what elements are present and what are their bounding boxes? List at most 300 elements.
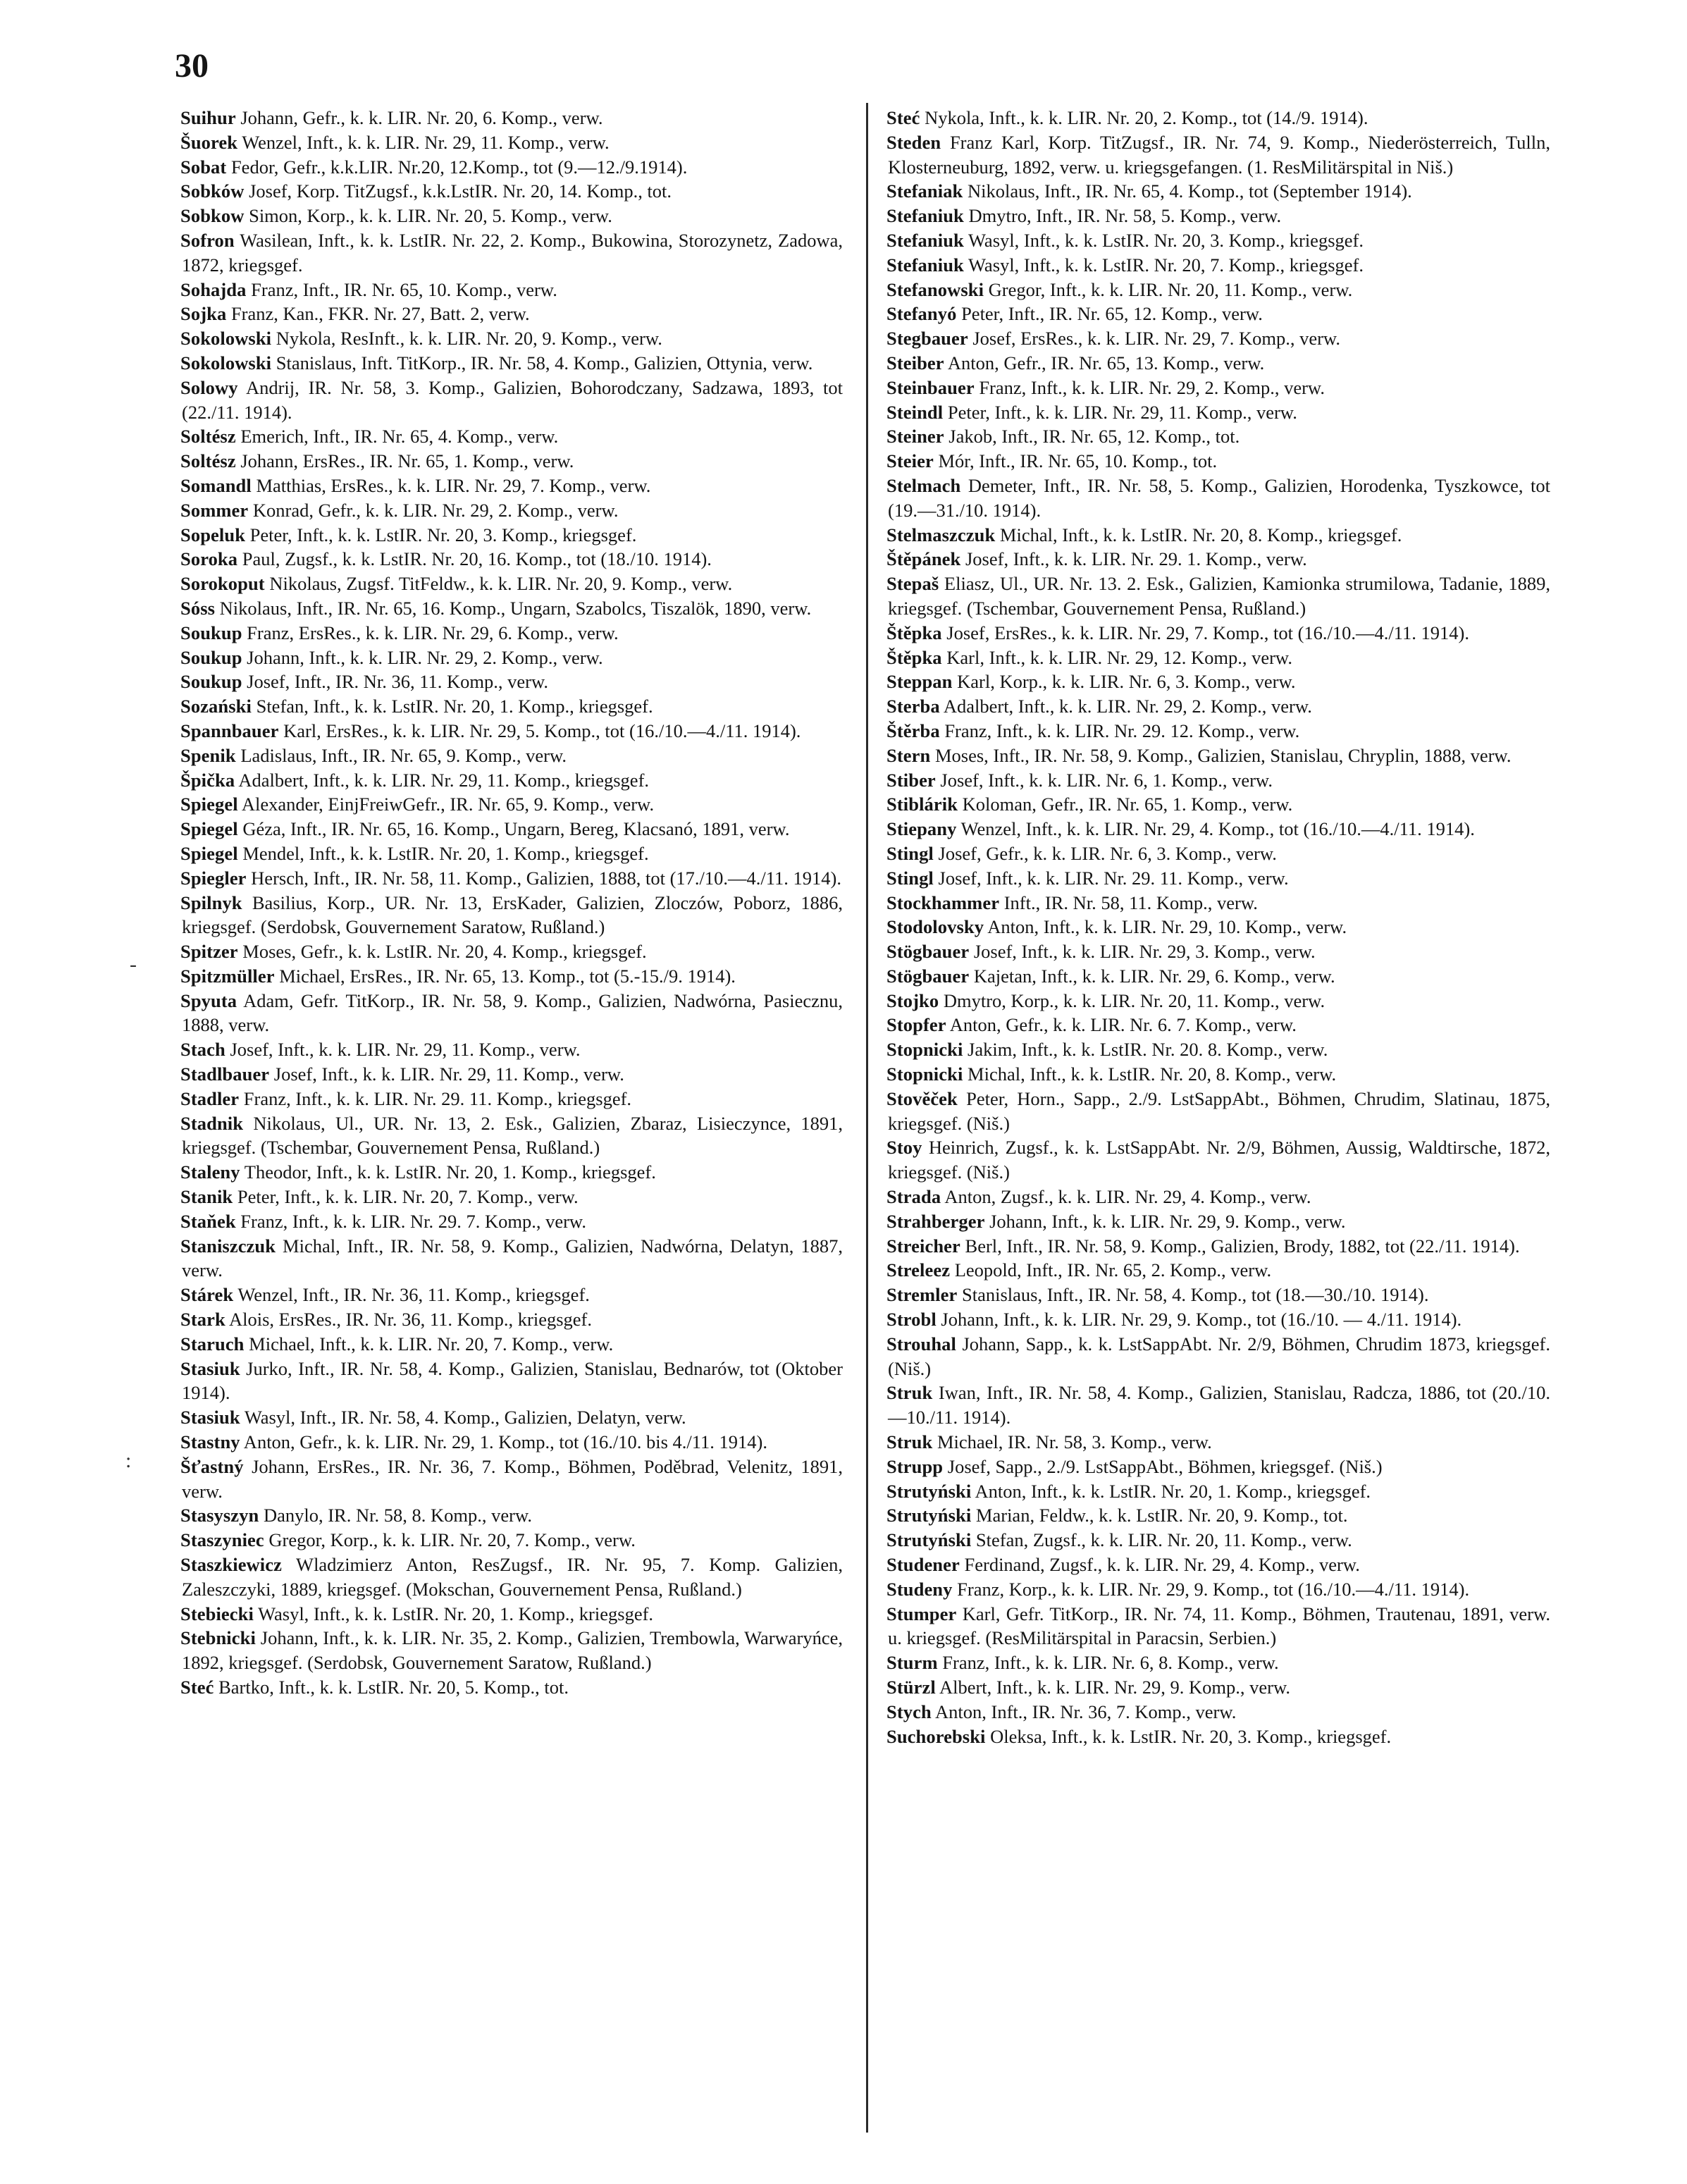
- entry-details: Josef, Inft., k. k. LIR. Nr. 6, 1. Komp., verw.: [935, 769, 1273, 791]
- entry-surname: Staleny: [180, 1161, 240, 1183]
- margin-mark: -: [130, 953, 137, 976]
- casualty-entry: [888, 1013, 1550, 1037]
- entry-surname: Streleez: [886, 1259, 951, 1281]
- entry-details: Peter, Inft., k. k. LIR. Nr. 29, 11. Komp., verw.: [943, 401, 1297, 423]
- entry-details: Peter, Inft., IR. Nr. 65, 12. Komp., verw.: [956, 303, 1263, 325]
- entry-details: Alexander, EinjFreiwGefr., IR. Nr. 65, 9. Komp., verw.: [237, 794, 655, 815]
- entry-details: Johann, Inft., k. k. LIR. Nr. 29, 9. Komp., tot (16./10. — 4./11. 1914).: [936, 1309, 1462, 1331]
- casualty-entry: [888, 891, 1550, 915]
- casualty-entry: [888, 964, 1550, 989]
- entry-surname: Spyuta: [180, 989, 237, 1011]
- casualty-entry: [182, 646, 843, 670]
- entry-details: Michal, Inft., k. k. LstIR. Nr. 20, 8. Komp., kriegsgef.: [995, 524, 1402, 545]
- casualty-entry: [888, 1528, 1550, 1553]
- entry-details: Anton, Inft., k. k. LstIR. Nr. 20, 1. Komp., kriegsgef.: [971, 1480, 1371, 1502]
- casualty-entry: [182, 1602, 843, 1627]
- entry-surname: Stegbauer: [886, 328, 968, 350]
- casualty-entry: [888, 841, 1550, 866]
- entry-details: Nikolaus, Inft., IR. Nr. 65, 4. Komp., tot (September 1914).: [963, 180, 1412, 202]
- entry-surname: Steiber: [886, 352, 944, 374]
- entry-details: Johann, ErsRes., IR. Nr. 36, 7. Komp., Böhmen, Poděbrad, Velenitz, 1891, verw.: [182, 1455, 843, 1502]
- entry-surname: Stiber: [886, 769, 936, 791]
- entry-details: Mór, Inft., IR. Nr. 65, 10. Komp., tot.: [933, 450, 1218, 472]
- casualty-entry: [888, 1602, 1550, 1651]
- casualty-entry: [888, 939, 1550, 964]
- casualty-entry: [182, 1357, 843, 1406]
- entry-surname: Sohajda: [180, 278, 247, 300]
- entry-details: Anton, Inft., k. k. LIR. Nr. 29, 10. Komp., verw.: [984, 916, 1347, 938]
- entry-details: Wenzel, Inft., k. k. LIR. Nr. 29, 4. Komp., tot (16./10.—4./11. 1914).: [956, 818, 1475, 840]
- entry-details: Wenzel, Inft., k. k. LIR. Nr. 29, 11. Komp., verw.: [237, 131, 610, 153]
- entry-details: Nykola, Inft., k. k. LIR. Nr. 20, 2. Komp., tot (14./9. 1914).: [920, 107, 1368, 128]
- casualty-entry: [888, 646, 1550, 670]
- entry-surname: Stumper: [886, 1603, 957, 1624]
- entry-surname: Strutyński: [886, 1480, 972, 1502]
- entry-surname: Struk: [886, 1382, 933, 1404]
- casualty-entry: [182, 841, 843, 866]
- entry-details: Michael, IR. Nr. 58, 3. Komp., verw.: [932, 1431, 1212, 1453]
- casualty-entry: [888, 1307, 1550, 1332]
- entry-details: Wasyl, Inft., k. k. LstIR. Nr. 20, 7. Komp., kriegsgef.: [963, 254, 1364, 276]
- entry-details: Adam, Gefr. TitKorp., IR. Nr. 58, 9. Komp., Galizien, Nadwórna, Pasiecznu, 1888, verw.: [182, 989, 843, 1036]
- entry-details: Géza, Inft., IR. Nr. 65, 16. Komp., Ungarn, Bereg, Klacsanó, 1891, verw.: [237, 818, 790, 840]
- entry-details: Josef, Inft., k. k. LIR. Nr. 29, 3. Komp., verw.: [969, 941, 1316, 963]
- entry-details: Michal, Inft., IR. Nr. 58, 9. Komp., Galizien, Nadwórna, Delatyn, 1887, verw.: [182, 1235, 843, 1281]
- casualty-entry: [888, 228, 1550, 253]
- entry-surname: Spitzmüller: [180, 965, 275, 987]
- entry-details: Stefan, Zugsf., k. k. LIR. Nr. 20, 11. Komp., verw.: [971, 1529, 1352, 1551]
- entry-details: Moses, Inft., IR. Nr. 58, 9. Komp., Galizien, Stanislau, Chryplin, 1888, verw.: [930, 744, 1512, 766]
- casualty-entry: [888, 1037, 1550, 1062]
- entry-details: Simon, Korp., k. k. LIR. Nr. 20, 5. Komp., verw.: [244, 205, 612, 227]
- casualty-entry: [888, 572, 1550, 621]
- entry-details: Josef, ErsRes., k. k. LIR. Nr. 29, 7. Komp., tot (16./10.—4./11. 1914).: [941, 622, 1469, 643]
- entry-details: Danylo, IR. Nr. 58, 8. Komp., verw.: [259, 1505, 532, 1526]
- entry-surname: Stefanowski: [886, 278, 984, 300]
- casualty-entry: [888, 376, 1550, 400]
- entry-surname: Stefanyó: [886, 303, 957, 325]
- casualty-entry: [182, 376, 843, 425]
- casualty-entry: [182, 498, 843, 523]
- entry-details: Wasilean, Inft., k. k. LstIR. Nr. 22, 2. Komp., Bukowina, Storozynetz, Zadowa, 1872, kriegsgef.: [182, 229, 843, 276]
- entry-surname: Staňek: [180, 1210, 236, 1232]
- entry-surname: Stingl: [886, 867, 934, 889]
- casualty-entry: [888, 547, 1550, 572]
- casualty-entry: [888, 1062, 1550, 1087]
- entry-surname: Spannbauer: [180, 720, 279, 741]
- casualty-entry: [182, 694, 843, 719]
- entry-surname: Solowy: [180, 376, 238, 398]
- entry-surname: Stadnik: [180, 1112, 244, 1134]
- entry-details: Demeter, Inft., IR. Nr. 58, 5. Komp., Galizien, Horodenka, Tyszkowce, tot (19.—31./10. 1914).: [888, 474, 1550, 521]
- entry-details: Anton, Gefr., k. k. LIR. Nr. 6. 7. Komp., verw.: [946, 1014, 1297, 1036]
- entry-surname: Steć: [886, 107, 920, 128]
- entry-details: Franz, Korp., k. k. LIR. Nr. 29, 9. Komp., tot (16./10.—4./11. 1914).: [952, 1578, 1470, 1600]
- entry-surname: Stopfer: [886, 1014, 946, 1036]
- casualty-entry: [182, 1553, 843, 1602]
- casualty-entry: [888, 744, 1550, 768]
- entry-details: Josef, Gefr., k. k. LIR. Nr. 6, 3. Komp., verw.: [933, 842, 1277, 864]
- casualty-entry: [888, 400, 1550, 425]
- casualty-entry: [888, 817, 1550, 841]
- casualty-entry: [182, 278, 843, 302]
- entry-surname: Stögbauer: [886, 941, 970, 963]
- casualty-entry: [888, 1651, 1550, 1675]
- casualty-entry: [182, 1185, 843, 1209]
- entry-details: Berl, Inft., IR. Nr. 58, 9. Komp., Galizien, Brody, 1882, tot (22./11. 1914).: [960, 1235, 1520, 1257]
- entry-surname: Soukup: [180, 622, 242, 643]
- entry-details: Franz, ErsRes., k. k. LIR. Nr. 29, 6. Komp., verw.: [242, 622, 619, 643]
- casualty-entry: [888, 1209, 1550, 1234]
- casualty-entry: [182, 326, 843, 351]
- casualty-entry: [888, 792, 1550, 817]
- entry-surname: Steindl: [886, 401, 944, 423]
- casualty-entry: [182, 1160, 843, 1185]
- entry-surname: Stebnicki: [180, 1627, 256, 1649]
- casualty-entry: [182, 1062, 843, 1087]
- casualty-entry: [182, 1307, 843, 1332]
- casualty-entry: [182, 1209, 843, 1234]
- casualty-entry: [182, 1283, 843, 1307]
- entry-details: Nykola, ResInft., k. k. LIR. Nr. 20, 9. Komp., verw.: [271, 328, 662, 350]
- casualty-entry: [182, 1332, 843, 1357]
- entry-details: Karl, Inft., k. k. LIR. Nr. 29, 12. Komp., verw.: [941, 646, 1292, 668]
- casualty-entry: [888, 523, 1550, 548]
- entry-details: Basilius, Korp., UR. Nr. 13, ErsKader, Galizien, Zloczów, Poborz, 1886, kriegsgef. (Serdobsk, Gouvernement Saratow, Rußland.): [182, 892, 843, 938]
- casualty-entry: [888, 204, 1550, 228]
- casualty-entry: [182, 1037, 843, 1062]
- entry-details: Wenzel, Inft., IR. Nr. 36, 11. Komp., kriegsgef.: [233, 1284, 590, 1306]
- entry-details: Franz, Inft., IR. Nr. 65, 10. Komp., verw.: [246, 278, 557, 300]
- entry-surname: Stebiecki: [180, 1603, 254, 1624]
- entry-details: Josef, ErsRes., k. k. LIR. Nr. 29, 7. Komp., verw.: [968, 328, 1340, 350]
- entry-details: Andrij, IR. Nr. 58, 3. Komp., Galizien, Bohorodczany, Sadzawa, 1893, tot (22./11. 1914).: [182, 376, 843, 423]
- casualty-entry: [182, 1234, 843, 1283]
- entry-surname: Staszyniec: [180, 1529, 264, 1551]
- right-column: [888, 106, 1550, 1748]
- casualty-entry: [182, 449, 843, 474]
- casualty-entry: [888, 351, 1550, 376]
- casualty-entry: [888, 1283, 1550, 1307]
- casualty-entry: [888, 1725, 1550, 1749]
- casualty-entry: [182, 1675, 843, 1700]
- entry-details: Emerich, Inft., IR. Nr. 65, 4. Komp., verw.: [235, 426, 559, 448]
- entry-details: Oleksa, Inft., k. k. LstIR. Nr. 20, 3. Komp., kriegsgef.: [985, 1725, 1392, 1747]
- casualty-entry: [888, 302, 1550, 326]
- entry-surname: Steier: [886, 450, 934, 472]
- entry-details: Theodor, Inft., k. k. LstIR. Nr. 20, 1. Komp., kriegsgef.: [240, 1161, 656, 1183]
- entry-surname: Soltész: [180, 426, 236, 448]
- entry-details: Alois, ErsRes., IR. Nr. 36, 11. Komp., kriegsgef.: [225, 1309, 592, 1331]
- entry-surname: Spenik: [180, 744, 236, 766]
- entry-details: Ladislaus, Inft., IR. Nr. 65, 9. Komp., verw.: [235, 744, 567, 766]
- entry-surname: Sommer: [180, 499, 249, 521]
- entry-details: Michael, Inft., k. k. LIR. Nr. 20, 7. Komp., verw.: [244, 1333, 614, 1355]
- casualty-entry: [182, 670, 843, 694]
- casualty-entry: [182, 351, 843, 376]
- casualty-entry: [888, 1675, 1550, 1700]
- entry-details: Peter, Horn., Sapp., 2./9. LstSappAbt., Böhmen, Chrudim, Slatinau, 1875, kriegsgef. (Niš.): [888, 1087, 1550, 1134]
- entry-details: Matthias, ErsRes., k. k. LIR. Nr. 29, 7. Komp., verw.: [251, 474, 651, 496]
- entry-surname: Streicher: [886, 1235, 960, 1257]
- casualty-entry: [888, 1479, 1550, 1504]
- entry-details: Leopold, Inft., IR. Nr. 65, 2. Komp., verw.: [950, 1259, 1272, 1281]
- casualty-entry: [182, 768, 843, 793]
- entry-details: Paul, Zugsf., k. k. LstIR. Nr. 20, 16. Komp., tot (18./10. 1914).: [237, 548, 712, 570]
- entry-surname: Sokolowski: [180, 352, 272, 374]
- casualty-entry: [888, 1234, 1550, 1259]
- casualty-entry: [888, 719, 1550, 744]
- entry-surname: Sozański: [180, 696, 252, 717]
- entry-surname: Stadlbauer: [180, 1063, 270, 1085]
- entry-surname: Sobków: [180, 180, 245, 202]
- entry-surname: Stern: [886, 744, 931, 766]
- casualty-entry: [888, 474, 1550, 523]
- entry-surname: Stodolovsky: [886, 916, 984, 938]
- entry-surname: Stasiuk: [180, 1407, 240, 1429]
- entry-surname: Suchorebski: [886, 1725, 986, 1747]
- casualty-entry: [888, 1553, 1550, 1577]
- entry-surname: Stastny: [180, 1431, 240, 1453]
- casualty-entry: [182, 621, 843, 646]
- entry-details: Josef, Inft., IR. Nr. 36, 11. Komp., verw.: [242, 671, 549, 693]
- left-column: [182, 106, 843, 1700]
- entry-surname: Stremler: [886, 1284, 958, 1306]
- casualty-entry: [182, 179, 843, 204]
- entry-details: Iwan, Inft., IR. Nr. 58, 4. Komp., Galizien, Stanislau, Radcza, 1886, tot (20./10.—10./11. 1914).: [888, 1382, 1550, 1429]
- casualty-entry: [888, 424, 1550, 449]
- entry-details: Johann, Gefr., k. k. LIR. Nr. 20, 6. Komp., verw.: [235, 107, 603, 128]
- entry-details: Wasyl, Inft., IR. Nr. 58, 4. Komp., Galizien, Delatyn, verw.: [240, 1407, 686, 1429]
- entry-surname: Stopnicki: [886, 1039, 963, 1061]
- entry-details: Karl, Gefr. TitKorp., IR. Nr. 74, 11. Komp., Böhmen, Trautenau, 1891, verw. u. kriegsgef. (ResMilitärspital in Paracsin, Serbien.): [888, 1603, 1550, 1649]
- entry-surname: Sterba: [886, 696, 940, 717]
- entry-surname: Sopeluk: [180, 524, 246, 545]
- entry-details: Josef, Sapp., 2./9. LstSappAbt., Böhmen, kriegsgef. (Niš.): [943, 1455, 1383, 1477]
- casualty-entry: [182, 1528, 843, 1553]
- entry-details: Jurko, Inft., IR. Nr. 58, 4. Komp., Galizien, Stanislau, Bednarów, tot (Oktober 1914).: [182, 1357, 843, 1404]
- entry-surname: Štěpka: [886, 646, 942, 668]
- entry-surname: Spiegel: [180, 818, 238, 840]
- entry-details: Franz, Inft., k. k. LIR. Nr. 29, 2. Komp., verw.: [974, 376, 1325, 398]
- entry-surname: Stefaniak: [886, 180, 963, 202]
- casualty-entry: [888, 130, 1550, 180]
- casualty-entry: [182, 572, 843, 596]
- entry-details: Stanislaus, Inft. TitKorp., IR. Nr. 58, 4. Komp., Galizien, Ottynia, verw.: [271, 352, 813, 374]
- entry-details: Johann, Inft., k. k. LIR. Nr. 29, 9. Komp., verw.: [984, 1210, 1346, 1232]
- entry-details: Karl, ErsRes., k. k. LIR. Nr. 29, 5. Komp., tot (16./10.—4./11. 1914).: [278, 720, 801, 741]
- entry-details: Marian, Feldw., k. k. LstIR. Nr. 20, 9. Komp., tot.: [971, 1505, 1348, 1526]
- entry-surname: Sobkow: [180, 205, 245, 227]
- entry-surname: Šuorek: [180, 131, 238, 153]
- entry-details: Franz, Inft., k. k. LIR. Nr. 6, 8. Komp., verw.: [937, 1652, 1279, 1674]
- entry-surname: Steppan: [886, 671, 953, 693]
- entry-surname: Strupp: [886, 1455, 944, 1477]
- entry-details: Wasyl, Inft., k. k. LstIR. Nr. 20, 3. Komp., kriegsgef.: [963, 229, 1364, 251]
- entry-surname: Štěpánek: [886, 548, 961, 570]
- entry-details: Fedor, Gefr., k.k.LIR. Nr.20, 12.Komp., tot (9.—12./9.1914).: [226, 156, 688, 178]
- casualty-entry: [888, 1455, 1550, 1479]
- entry-surname: Somandl: [180, 474, 252, 496]
- casualty-entry: [182, 1111, 843, 1161]
- entry-details: Bartko, Inft., k. k. LstIR. Nr. 20, 5. Komp., tot.: [214, 1677, 569, 1698]
- entry-surname: Sorokoput: [180, 573, 265, 595]
- casualty-entry: [888, 1087, 1550, 1136]
- entry-surname: Soukup: [180, 671, 242, 693]
- casualty-entry: [182, 424, 843, 449]
- entry-surname: Stych: [886, 1701, 932, 1722]
- casualty-entry: [182, 1503, 843, 1528]
- entry-surname: Stadler: [180, 1087, 240, 1109]
- entry-surname: Šťastný: [180, 1455, 244, 1477]
- casualty-entry: [888, 1258, 1550, 1283]
- entry-details: Michal, Inft., k. k. LstIR. Nr. 20, 8. Komp., verw.: [963, 1063, 1337, 1085]
- casualty-entry: [888, 915, 1550, 939]
- entry-surname: Stasyszyn: [180, 1505, 259, 1526]
- entry-surname: Stingl: [886, 842, 934, 864]
- casualty-entry: [182, 106, 843, 130]
- entry-details: Franz, Inft., k. k. LIR. Nr. 29. 12. Komp., verw.: [939, 720, 1300, 741]
- entry-details: Josef, Inft., k. k. LIR. Nr. 29. 1. Komp., verw.: [960, 548, 1307, 570]
- entry-surname: Stasiuk: [180, 1357, 240, 1379]
- entry-details: Dmytro, Inft., IR. Nr. 58, 5. Komp., verw.: [963, 205, 1282, 227]
- entry-details: Dmytro, Korp., k. k. LIR. Nr. 20, 11. Komp., verw.: [939, 989, 1326, 1011]
- entry-surname: Staruch: [180, 1333, 245, 1355]
- entry-details: Nikolaus, Ul., UR. Nr. 13, 2. Esk., Galizien, Zbaraz, Lisieczynce, 1891, kriegsgef. (Tschembar, Gouvernement Pensa, Rußland.): [182, 1112, 843, 1159]
- casualty-entry: [182, 130, 843, 155]
- casualty-entry: [182, 474, 843, 498]
- entry-details: Nikolaus, Inft., IR. Nr. 65, 16. Komp., Ungarn, Szabolcs, Tiszalök, 1890, verw.: [215, 597, 812, 619]
- entry-details: Wasyl, Inft., k. k. LstIR. Nr. 20, 1. Komp., kriegsgef.: [253, 1603, 654, 1624]
- entry-surname: Strutyński: [886, 1529, 972, 1551]
- entry-details: Josef, Korp. TitZugsf., k.k.LstIR. Nr. 20, 14. Komp., tot.: [244, 180, 672, 202]
- entry-surname: Struk: [886, 1431, 933, 1453]
- entry-details: Heinrich, Zugsf., k. k. LstSappAbt. Nr. 2/9, Böhmen, Aussig, Waldtirsche, 1872, kriegsgef. (Niš.): [888, 1137, 1550, 1183]
- entry-surname: Sofron: [180, 229, 235, 251]
- entry-details: Koloman, Gefr., IR. Nr. 65, 1. Komp., verw.: [958, 794, 1293, 815]
- casualty-entry: [182, 547, 843, 572]
- casualty-entry: [182, 1626, 843, 1675]
- entry-details: Mendel, Inft., k. k. LstIR. Nr. 20, 1. Komp., kriegsgef.: [237, 842, 649, 864]
- entry-surname: Stockhammer: [886, 892, 1000, 913]
- entry-details: Karl, Korp., k. k. LIR. Nr. 6, 3. Komp., verw.: [952, 671, 1296, 693]
- casualty-entry: [888, 768, 1550, 793]
- casualty-entry: [182, 1430, 843, 1455]
- entry-details: Gregor, Korp., k. k. LIR. Nr. 20, 7. Komp., verw.: [264, 1529, 636, 1551]
- entry-surname: Stoy: [886, 1137, 922, 1159]
- casualty-entry: [182, 204, 843, 228]
- entry-surname: Stach: [180, 1039, 225, 1061]
- entry-surname: Stepaš: [886, 573, 939, 595]
- casualty-entry: [182, 792, 843, 817]
- entry-surname: Stanik: [180, 1186, 233, 1208]
- entry-surname: Špička: [180, 769, 235, 791]
- entry-details: Adalbert, Inft., k. k. LIR. Nr. 29, 11. Komp., kriegsgef.: [235, 769, 650, 791]
- entry-details: Jakob, Inft., IR. Nr. 65, 12. Komp., tot.: [944, 426, 1240, 448]
- casualty-entry: [182, 989, 843, 1038]
- casualty-entry: [888, 989, 1550, 1013]
- casualty-entry: [182, 719, 843, 744]
- entry-surname: Stögbauer: [886, 965, 970, 987]
- entry-details: Johann, ErsRes., IR. Nr. 65, 1. Komp., verw.: [235, 450, 574, 472]
- entry-details: Inft., IR. Nr. 58, 11. Komp., verw.: [999, 892, 1258, 913]
- entry-details: Anton, Zugsf., k. k. LIR. Nr. 29, 4. Komp., verw.: [941, 1186, 1311, 1208]
- entry-details: Stanislaus, Inft., IR. Nr. 58, 4. Komp., tot (18.—30./10. 1914).: [957, 1284, 1429, 1306]
- entry-details: Albert, Inft., k. k. LIR. Nr. 29, 9. Komp., verw.: [935, 1677, 1290, 1698]
- entry-surname: Stelmach: [886, 474, 961, 496]
- entry-surname: Strutyński: [886, 1505, 972, 1526]
- casualty-entry: [888, 1430, 1550, 1455]
- entry-details: Josef, Inft., k. k. LIR. Nr. 29. 11. Komp., verw.: [933, 867, 1289, 889]
- entry-surname: Sojka: [180, 303, 227, 325]
- entry-surname: Steinbauer: [886, 376, 975, 398]
- casualty-entry: [888, 1332, 1550, 1381]
- entry-details: Stefan, Inft., k. k. LstIR. Nr. 20, 1. Komp., kriegsgef.: [251, 696, 653, 717]
- entry-details: Jakim, Inft., k. k. LstIR. Nr. 20. 8. Komp., verw.: [963, 1039, 1328, 1061]
- entry-surname: Staniszczuk: [180, 1235, 276, 1257]
- casualty-entry: [182, 744, 843, 768]
- casualty-entry: [182, 155, 843, 180]
- entry-surname: Soltész: [180, 450, 236, 472]
- casualty-entry: [182, 817, 843, 841]
- entry-details: Kajetan, Inft., k. k. LIR. Nr. 29, 6. Komp., verw.: [969, 965, 1335, 987]
- entry-surname: Štěrba: [886, 720, 940, 741]
- casualty-entry: [888, 1135, 1550, 1185]
- entry-details: Moses, Gefr., k. k. LstIR. Nr. 20, 4. Komp., kriegsgef.: [237, 941, 647, 963]
- entry-details: Konrad, Gefr., k. k. LIR. Nr. 29, 2. Komp., verw.: [248, 499, 619, 521]
- entry-surname: Stelmaszczuk: [886, 524, 996, 545]
- entry-surname: Sturm: [886, 1652, 938, 1674]
- casualty-entry: [182, 891, 843, 940]
- entry-details: Hersch, Inft., IR. Nr. 58, 11. Komp., Galizien, 1888, tot (17./10.—4./11. 1914).: [246, 867, 842, 889]
- entry-details: Johann, Inft., k. k. LIR. Nr. 29, 2. Komp., verw.: [242, 646, 603, 668]
- entry-surname: Stiblárik: [886, 794, 958, 815]
- casualty-entry: [888, 694, 1550, 719]
- page-number: 30: [175, 47, 209, 85]
- casualty-entry: [888, 253, 1550, 278]
- casualty-entry: [888, 1381, 1550, 1430]
- entry-details: Franz Karl, Korp. TitZugsf., IR. Nr. 74, 9. Komp., Niederösterreich, Tulln, Klosterneuburg, 1892, verw. u. kriegsgefangen. (1. ResMilitärspital in Niš.): [888, 131, 1550, 178]
- entry-details: Josef, Inft., k. k. LIR. Nr. 29, 11. Komp., verw.: [225, 1039, 581, 1061]
- entry-surname: Stefaniuk: [886, 254, 964, 276]
- entry-details: Anton, Inft., IR. Nr. 36, 7. Komp., verw.: [931, 1701, 1237, 1722]
- casualty-entry: [182, 964, 843, 989]
- casualty-entry: [888, 866, 1550, 891]
- entry-details: Josef, Inft., k. k. LIR. Nr. 29, 11. Komp., verw.: [269, 1063, 624, 1085]
- casualty-entry: [888, 670, 1550, 694]
- entry-surname: Sobat: [180, 156, 227, 178]
- casualty-entry: [182, 1455, 843, 1504]
- entry-details: Gregor, Inft., k. k. LIR. Nr. 20, 11. Komp., verw.: [984, 278, 1353, 300]
- casualty-entry: [182, 228, 843, 278]
- entry-details: Nikolaus, Zugsf. TitFeldw., k. k. LIR. Nr. 20, 9. Komp., verw.: [264, 573, 733, 595]
- entry-surname: Spilnyk: [180, 892, 242, 913]
- entry-surname: Suihur: [180, 107, 236, 128]
- entry-surname: Steiner: [886, 426, 944, 448]
- casualty-entry: [182, 939, 843, 964]
- entry-details: Adalbert, Inft., k. k. LIR. Nr. 29, 2. Komp., verw.: [939, 696, 1312, 717]
- entry-surname: Spiegel: [180, 842, 238, 864]
- casualty-entry: [888, 621, 1550, 646]
- entry-surname: Stojko: [886, 989, 939, 1011]
- casualty-entry: [888, 1700, 1550, 1725]
- entry-surname: Spitzer: [180, 941, 238, 963]
- entry-details: Anton, Gefr., IR. Nr. 65, 13. Komp., verw.: [944, 352, 1265, 374]
- entry-surname: Strouhal: [886, 1333, 956, 1355]
- entry-surname: Soukup: [180, 646, 242, 668]
- entry-details: Eliasz, Ul., UR. Nr. 13. 2. Esk., Galizien, Kamionka strumilowa, Tadanie, 1889, kriegsgef. (Tschembar, Gouvernement Pensa, Rußland.): [888, 573, 1550, 619]
- casualty-entry: [182, 1087, 843, 1111]
